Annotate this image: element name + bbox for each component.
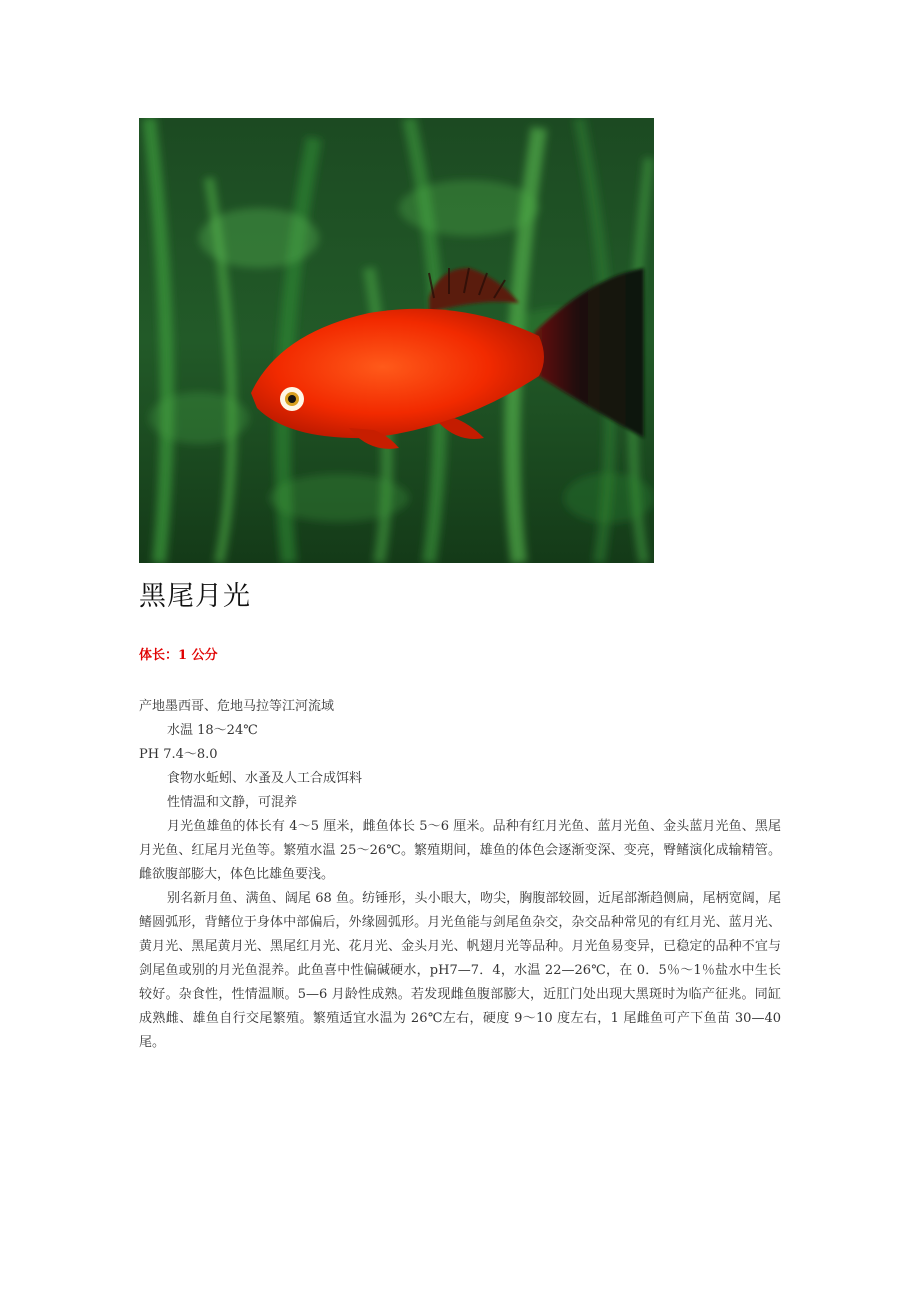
page-title: 黑尾月光 <box>139 581 251 612</box>
food-line: 食物水蚯蚓、水蚤及人工合成饵料 <box>167 771 363 786</box>
description-paragraph-2: 别名新月鱼、满鱼、阔尾 68 鱼。纺锤形，头小眼大，吻尖，胸腹部较圆，近尾部渐趋侧扁，尾柄宽阔，尾鳍圆弧形，背鳍位于身体中部偏后，外缘圆弧形。月光鱼能与剑尾鱼杂交，杂交品种常见的有红月光、蓝月光、黄月光、黑尾黄月光、黑尾红月光、花月光、金头月光、帆翅月光等品种。月光鱼易变异，已稳定的品种不宜与剑尾鱼或别的月光鱼混养。此鱼喜中性偏碱硬水，pH7—7．4，水温 22—26℃，在 0．5％～1％盐水中生长较好。杂食性，性情温顺。5—6 月龄性成熟。若发现雌鱼腹部膨大，近肛门处出现大黑斑时为临产征兆。同缸成熟雌、雄鱼自行交尾繁殖。繁殖适宜水温为 26℃左右，硬度 9～10 度左右，1 尾雌鱼可产下鱼苗 30—40 尾。 <box>139 891 781 1050</box>
origin-line: 产地墨西哥、危地马拉等江河流域 <box>139 699 335 714</box>
fish-photo <box>139 118 654 563</box>
temperament-line: 性情温和文静，可混养 <box>167 795 298 810</box>
temperature-line: 水温 18～24℃ <box>167 723 258 738</box>
ph-line: PH 7.4～8.0 <box>139 747 218 762</box>
body-length-label: 体长：1 公分 <box>139 648 218 663</box>
document-page <box>139 118 781 1055</box>
description-paragraph-1: 月光鱼雄鱼的体长有 4～5 厘米，雌鱼体长 5～6 厘米。品种有红月光鱼、蓝月光鱼、金头蓝月光鱼、黑尾月光鱼、红尾月光鱼等。繁殖水温 25～26℃。繁殖期间，雄鱼的体色会逐渐变深、变亮，臀鳍演化成输精管。雌欲腹部膨大，体色比雄鱼要浅。 <box>139 819 781 882</box>
description-body <box>139 695 781 1055</box>
